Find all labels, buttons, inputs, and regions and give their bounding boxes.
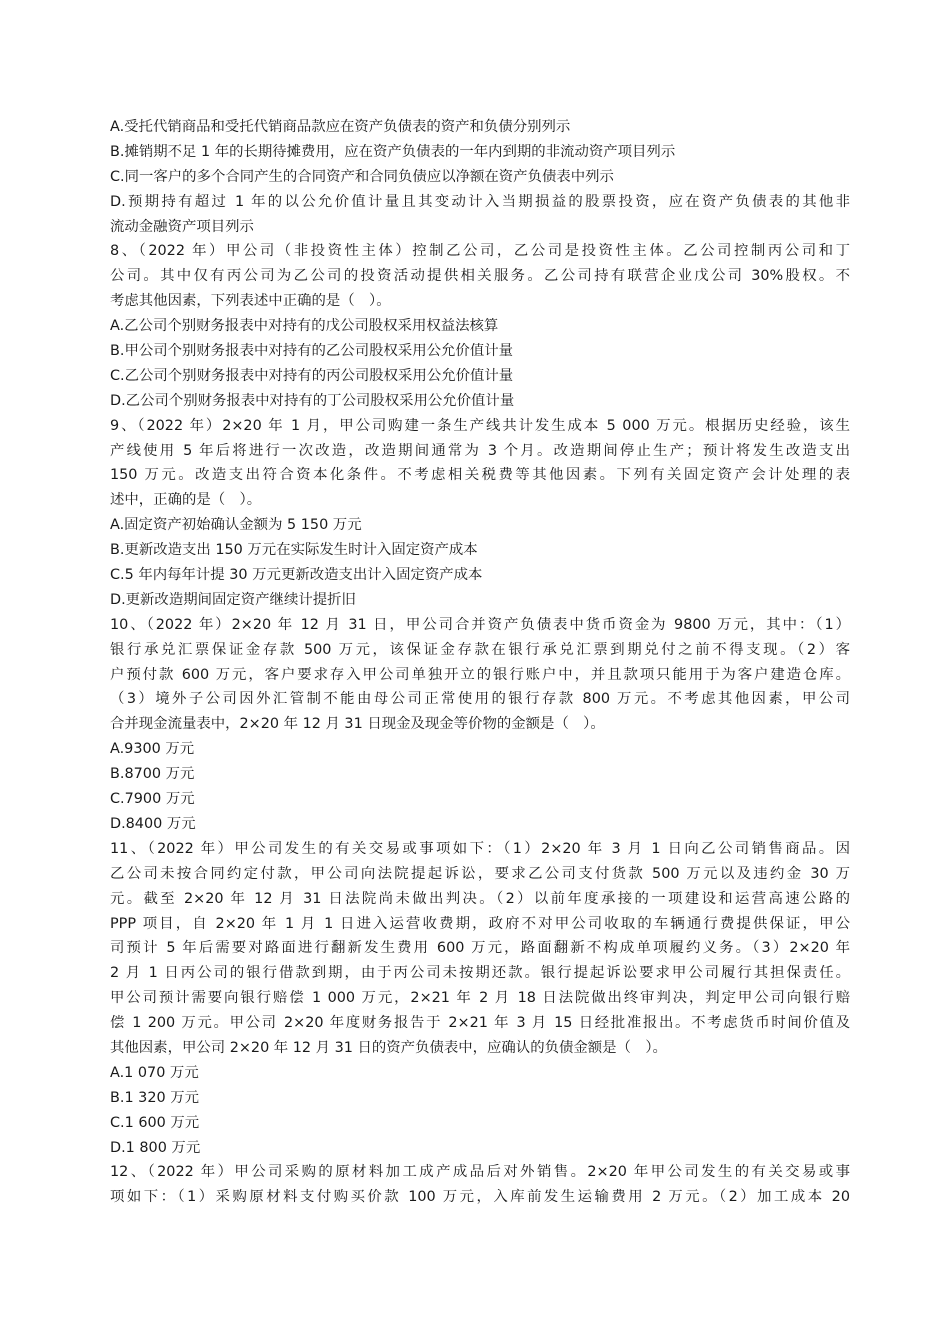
text-line: B.甲公司个别财务报表中对持有的乙公司股权采用公允价值计量 bbox=[110, 343, 513, 360]
text-line: 述中，正确的是（ ）。 bbox=[110, 492, 262, 509]
text-line: 甲公司预计需要向银行赔偿 1 000 万元，2×21 年 2 月 18 日法院做出终审判决，判定甲公司向银行赔 bbox=[110, 990, 850, 1007]
text-line: B.8700 万元 bbox=[110, 766, 195, 783]
text-line: A.9300 万元 bbox=[110, 741, 195, 758]
text-line: 10、（2022 年）2×20 年 12 月 31 日，甲公司合并资产负债表中货币资金为 9800 万元，其中：（1） bbox=[110, 616, 850, 633]
text-line: 产线使用 5 年后将进行一次改造，改造期间通常为 3 个月。改造期间停止生产；预计将发生改造支出 bbox=[110, 442, 850, 459]
text-line: 其他因素，甲公司 2×20 年 12 月 31 日的资产负债表中，应确认的负债金额是（ ）。 bbox=[110, 1039, 667, 1056]
text-line: 流动金融资产项目列示 bbox=[110, 218, 254, 235]
text-line: B.1 320 万元 bbox=[110, 1089, 200, 1106]
text-line: 乙公司未按合同约定付款，甲公司向法院提起诉讼，要求乙公司支付货款 500 万元以及违约金 30 万 bbox=[110, 865, 850, 882]
text-line: 元。截至 2×20 年 12 月 31 日法院尚未做出判决。（2）以前年度承接的一项建设和运营高速公路的 bbox=[110, 890, 850, 907]
text-line: D.8400 万元 bbox=[110, 815, 196, 832]
text-line: D.乙公司个别财务报表中对持有的丁公司股权采用公允价值计量 bbox=[110, 392, 515, 409]
text-line: （3）境外子公司因外汇管制不能由母公司正常使用的银行存款 800 万元。不考虑其他因素，甲公司 bbox=[110, 691, 850, 708]
text-line: 11、（2022 年）甲公司发生的有关交易或事项如下：（1）2×20 年 3 月 1 日向乙公司销售商品。因 bbox=[110, 840, 850, 857]
text-line: A.固定资产初始确认金额为 5 150 万元 bbox=[110, 517, 362, 534]
text-line: PPP 项目，自 2×20 年 1 月 1 日进入运营收费期，政府不对甲公司收取的车辆通行费提供保证，甲公 bbox=[110, 915, 850, 932]
text-line: D.1 800 万元 bbox=[110, 1139, 201, 1156]
text-line: 户预付款 600 万元，客户要求存入甲公司单独开立的银行账户中，并且款项只能用于为客户建造仓库。 bbox=[110, 666, 850, 683]
text-line: 合并现金流量表中，2×20 年 12 月 31 日现金及现金等价物的金额是（ ）。 bbox=[110, 716, 605, 733]
text-line: 2 月 1 日丙公司的银行借款到期，由于丙公司未按期还款。银行提起诉讼要求甲公司履行其担保责任。 bbox=[110, 965, 850, 982]
text-line: 司预计 5 年后需要对路面进行翻新发生费用 600 万元，路面翻新不构成单项履约义务。（3）2×20 年 bbox=[110, 940, 850, 957]
text-line: C.同一客户的多个合同产生的合同资产和合同负债应以净额在资产负债表中列示 bbox=[110, 168, 614, 185]
text-line: A.受托代销商品和受托代销商品款应在资产负债表的资产和负债分别列示 bbox=[110, 119, 571, 135]
question-text-block bbox=[110, 115, 850, 1210]
text-line: C.1 600 万元 bbox=[110, 1114, 200, 1131]
text-line: 12、（2022 年）甲公司采购的原材料加工成产成品后对外销售。2×20 年甲公司发生的有关交易或事 bbox=[110, 1164, 850, 1181]
text-line: 考虑其他因素，下列表述中正确的是（ ）。 bbox=[110, 293, 391, 310]
text-line: C.乙公司个别财务报表中对持有的丙公司股权采用公允价值计量 bbox=[110, 367, 514, 384]
text-line: D.更新改造期间固定资产继续计提折旧 bbox=[110, 591, 356, 608]
text-line: B.更新改造支出 150 万元在实际发生时计入固定资产成本 bbox=[110, 542, 478, 559]
text-line: 公司。其中仅有丙公司为乙公司的投资活动提供相关服务。乙公司持有联营企业戊公司 30%股权。不 bbox=[110, 268, 850, 285]
text-line: B.摊销期不足 1 年的长期待摊费用，应在资产负债表的一年内到期的非流动资产项目列示 bbox=[110, 143, 676, 160]
text-line: 8、（2022 年）甲公司（非投资性主体）控制乙公司，乙公司是投资性主体。乙公司控制丙公司和丁 bbox=[110, 243, 850, 260]
text-line: A.乙公司个别财务报表中对持有的戊公司股权采用权益法核算 bbox=[110, 318, 499, 335]
text-line: 150 万元。改造支出符合资本化条件。不考虑相关税费等其他因素。下列有关固定资产会计处理的表 bbox=[110, 467, 850, 484]
text-line: D.预期持有超过 1 年的以公允价值计量且其变动计入当期损益的股票投资，应在资产负债表的其他非 bbox=[110, 193, 850, 210]
text-line: 银行承兑汇票保证金存款 500 万元，该保证金存款在银行承兑汇票到期兑付之前不得支现。（2）客 bbox=[110, 641, 850, 658]
text-line: C.5 年内每年计提 30 万元更新改造支出计入固定资产成本 bbox=[110, 567, 483, 584]
text-line: 偿 1 200 万元。甲公司 2×20 年度财务报告于 2×21 年 3 月 15 日经批准报出。不考虑货币时间价值及 bbox=[110, 1015, 850, 1032]
text-line: C.7900 万元 bbox=[110, 791, 195, 808]
text-line: 项如下：（1）采购原材料支付购买价款 100 万元，入库前发生运输费用 2 万元。（2）加工成本 20 bbox=[110, 1189, 850, 1206]
text-line: 9、（2022 年）2×20 年 1 月，甲公司购建一条生产线共计发生成本 5 000 万元。根据历史经验，该生 bbox=[110, 417, 850, 434]
text-line: A.1 070 万元 bbox=[110, 1064, 199, 1081]
